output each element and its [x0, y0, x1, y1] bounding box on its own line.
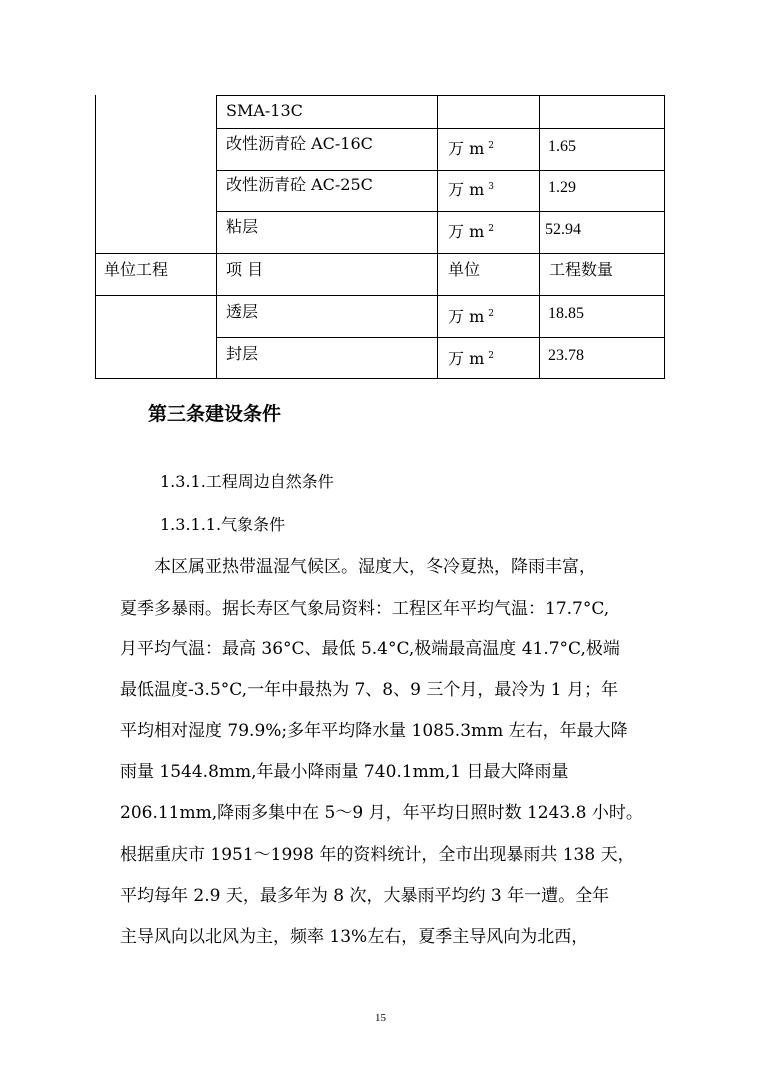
table-cell-item: 改性沥青砼 AC-16C	[226, 134, 373, 153]
table-cell-unit: 万 m $^2$	[448, 349, 494, 368]
table-cell-item: 封层	[226, 344, 259, 363]
paragraph-line: 平均相对湿度 79.9%;多年平均降水量 1085.3mm 左右，年最大降	[120, 721, 628, 741]
paragraph-line: 最低温度-3.5°C,一年中最热为 7、8、9 三个月，最冷为 1 月；年	[120, 680, 618, 700]
table-border	[216, 211, 665, 212]
table-cell-item: 透层	[226, 302, 259, 321]
table-border	[95, 295, 665, 296]
table-header-quantity: 工程数量	[549, 260, 614, 279]
table-cell-unit: 万 m $^3$	[448, 180, 494, 199]
table-cell-unit: 万 m $^2$	[448, 307, 494, 326]
paragraph-line: 平均每年 2.9 天，最多年为 8 次，大暴雨平均约 3 年一遭。全年	[120, 886, 610, 906]
table-cell-item: 改性沥青砼 AC-25C	[226, 175, 373, 194]
table-border	[216, 95, 665, 96]
table-cell-item: SMA-13C	[226, 101, 303, 120]
table-cell-qty: 52.94	[545, 221, 581, 238]
paragraph-line: 本区属亚热带温湿气候区。湿度大，冬冷夏热，降雨丰富，	[120, 557, 596, 577]
table-cell-item: 粘层	[226, 217, 259, 236]
table-border	[95, 378, 665, 379]
table-cell-qty: 1.29	[548, 179, 576, 196]
table-header-unit: 单位	[448, 260, 481, 279]
paragraph-line: 夏季多暴雨。据长寿区气象局资料：工程区年平均气温：17.7°C,	[120, 599, 610, 619]
subsection-heading: 1.3.1.工程周边自然条件	[160, 472, 334, 491]
table-border	[95, 95, 96, 379]
paragraph-line: 206.11mm,降雨多集中在 5～9 月，年平均日照时数 1243.8 小时。	[120, 803, 643, 823]
table-border	[95, 253, 665, 254]
table-border	[216, 337, 665, 338]
page-number: 15	[375, 1012, 386, 1024]
engineering-quantity-table	[0, 0, 761, 390]
table-cell-qty: 18.85	[548, 305, 584, 322]
paragraph-line: 根据重庆市 1951～1998 年的资料统计，全市出现暴雨共 138 天，	[120, 845, 635, 865]
paragraph-line: 雨量 1544.8mm,年最小降雨量 740.1mm,1 日最大降雨量	[120, 762, 569, 782]
table-border	[216, 128, 665, 129]
table-cell-qty: 23.78	[548, 347, 584, 364]
subsection-heading: 1.3.1.1.气象条件	[160, 515, 286, 534]
section-title: 第三条建设条件	[148, 403, 282, 425]
table-header-item: 项 目	[226, 260, 264, 279]
paragraph-line: 月平均气温：最高 36°C、最低 5.4°C,极端最高温度 41.7°C,极端	[120, 639, 620, 659]
table-cell-unit: 万 m $^2$	[448, 222, 494, 241]
table-cell-qty: 1.65	[548, 138, 576, 155]
table-cell-unit: 万 m $^2$	[448, 139, 494, 158]
paragraph-line: 主导风向以北风为主，频率 13%左右，夏季主导风向为北西，	[120, 927, 589, 947]
table-border	[216, 170, 665, 171]
table-header-unit-project: 单位工程	[104, 260, 169, 279]
